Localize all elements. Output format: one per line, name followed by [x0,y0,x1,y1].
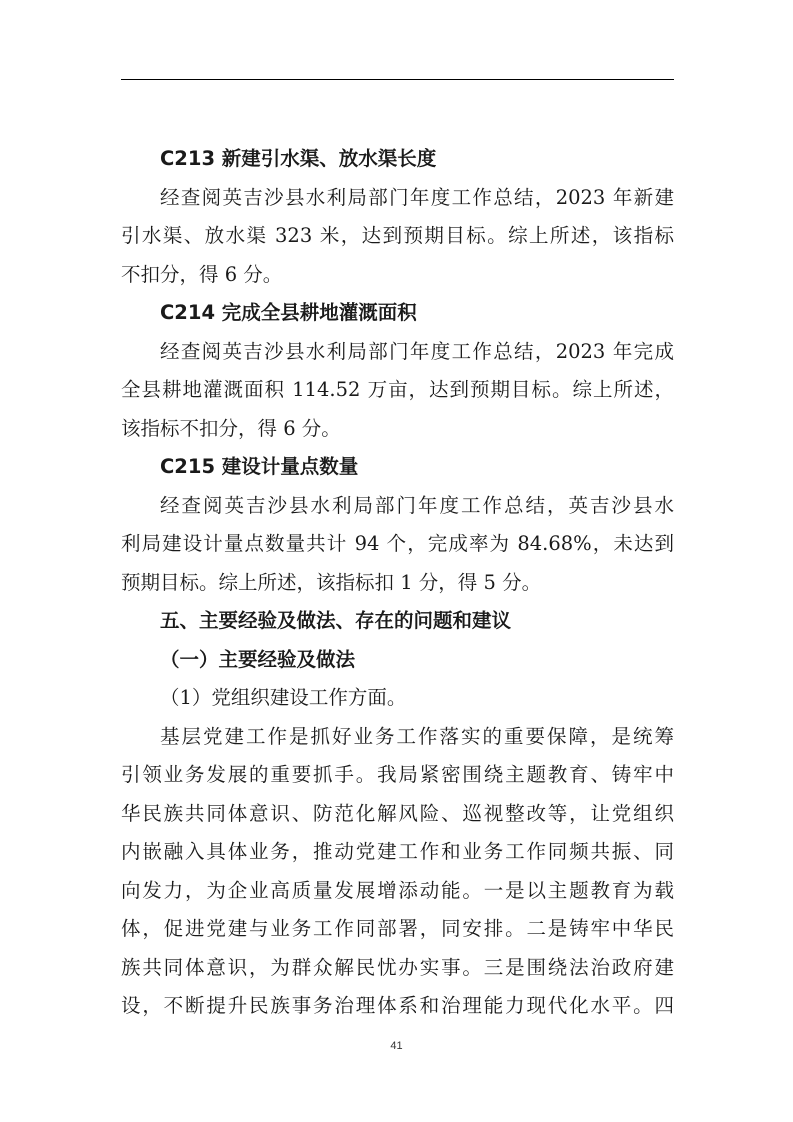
paragraph-line: 经查阅英吉沙县水利局部门年度工作总结，2023 年完成 [160,339,674,363]
paragraph-line: 基层党建工作是抓好业务工作落实的重要保障，是统筹 [160,724,674,748]
paragraph-line: 经查阅英吉沙县水利局部门年度工作总结，英吉沙县水 [160,493,674,517]
paragraph-line: 设，不断提升民族事务治理体系和治理能力现代化水平。四 [121,994,674,1017]
paragraph-line: 不扣分，得 6 分。 [121,262,283,286]
paragraph-line: 华民族共同体意识、防范化解风险、巡视整改等，让党组织 [121,801,674,825]
paragraph-line: 该指标不扣分，得 6 分。 [121,416,341,440]
heading-c214: C214 完成全县耕地灌溉面积 [160,301,417,324]
paragraph-line: 向发力，为企业高质量发展增添动能。一是以主题教育为载 [121,878,674,902]
document-body [121,140,674,1026]
heading-c213: C213 新建引水渠、放水渠长度 [160,147,437,170]
heading-c215: C215 建设计量点数量 [160,455,359,478]
paragraph-line: 预期目标。综上所述，该指标扣 1 分，得 5 分。 [121,570,542,594]
page-number: 41 [390,1040,403,1052]
paragraph-line: 引水渠、放水渠 323 米，达到预期目标。综上所述，该指标 [121,224,674,247]
header-rule [121,79,674,80]
paragraph-line: 内嵌融入具体业务，推动党建工作和业务工作同频共振、同 [121,840,674,863]
paragraph-line: 利局建设计量点数量共计 94 个，完成率为 84.68%，未达到 [121,532,674,555]
paragraph-line: 引领业务发展的重要抓手。我局紧密围绕主题教育、铸牢中 [121,763,674,786]
paragraph-line: 全县耕地灌溉面积 114.52 万亩，达到预期目标。综上所述， [121,378,674,401]
paragraph-line: 体，促进党建与业务工作同部署，同安排。二是铸牢中华民 [121,917,674,940]
subsection-heading: （一）主要经验及做法 [160,647,356,671]
paragraph-line: 族共同体意识，为群众解民忧办实事。三是围绕法治政府建 [121,955,674,979]
paragraph-line: 经查阅英吉沙县水利局部门年度工作总结，2023 年新建 [160,185,674,209]
item-heading: （1）党组织建设工作方面。 [160,686,407,709]
section-heading: 五、主要经验及做法、存在的问题和建议 [160,609,512,632]
